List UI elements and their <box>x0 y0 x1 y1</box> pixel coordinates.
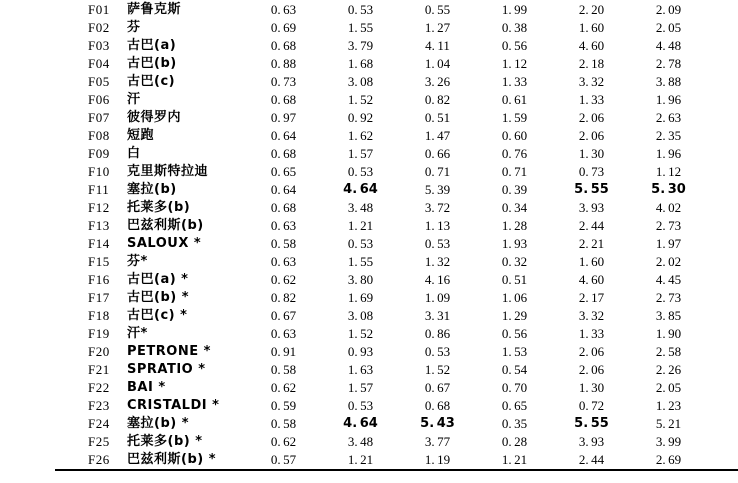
table-row <box>55 37 738 55</box>
sample-name: 托莱多(b) <box>127 200 191 215</box>
value-cell: 3. 79 <box>347 38 374 53</box>
value-cell: 2. 06 <box>578 110 605 125</box>
sample-name: 托莱多(b) * <box>127 434 203 449</box>
value-cell: 1. 60 <box>578 254 605 269</box>
row-id: F22 <box>88 380 110 395</box>
row-spacer <box>707 217 738 235</box>
value-cell: 1. 60 <box>578 20 605 35</box>
value-cell: 5. 55 <box>574 182 609 197</box>
table-row <box>55 253 738 271</box>
value-cell: 2. 05 <box>655 20 682 35</box>
value-cell: 1. 32 <box>424 254 451 269</box>
row-id: F17 <box>88 290 110 305</box>
value-cell: 0. 66 <box>424 146 451 161</box>
value-cell: 1. 47 <box>424 128 451 143</box>
value-cell: 0. 73 <box>270 74 297 89</box>
value-cell: 0. 53 <box>347 398 374 413</box>
value-cell: 2. 09 <box>655 2 682 17</box>
value-cell: 0. 35 <box>501 416 528 431</box>
value-cell: 2. 17 <box>578 290 605 305</box>
table-row <box>55 433 738 451</box>
value-cell: 2. 73 <box>655 218 682 233</box>
value-cell: 0. 65 <box>501 398 528 413</box>
value-cell: 3. 32 <box>578 74 605 89</box>
value-cell: 2. 44 <box>578 452 605 467</box>
row-spacer <box>707 199 738 217</box>
value-cell: 0. 63 <box>270 2 297 17</box>
row-spacer <box>707 271 738 289</box>
value-cell: 0. 70 <box>501 380 528 395</box>
table-row <box>55 19 738 37</box>
table-row <box>55 379 738 397</box>
row-id: F25 <box>88 434 110 449</box>
value-cell: 1. 52 <box>347 92 374 107</box>
value-cell: 0. 63 <box>270 254 297 269</box>
value-cell: 1. 93 <box>501 236 528 251</box>
value-cell: 0. 53 <box>424 344 451 359</box>
value-cell: 3. 48 <box>347 200 374 215</box>
sample-name: 短跑 <box>127 128 155 143</box>
row-id: F20 <box>88 344 110 359</box>
value-cell: 3. 08 <box>347 74 374 89</box>
sample-name: 塞拉(b) <box>127 182 177 197</box>
row-id: F10 <box>88 164 110 179</box>
value-cell: 3. 93 <box>578 200 605 215</box>
sample-name: 汗 <box>127 92 141 107</box>
value-cell: 5. 21 <box>655 416 682 431</box>
sample-name: 巴兹利斯(b) <box>127 218 204 233</box>
value-cell: 1. 55 <box>347 254 374 269</box>
row-id: F13 <box>88 218 110 233</box>
value-cell: 3. 85 <box>655 308 682 323</box>
value-cell: 0. 65 <box>270 164 297 179</box>
row-id: F23 <box>88 398 110 413</box>
sample-name: 古巴(c) <box>127 74 176 89</box>
row-id: F06 <box>88 92 110 107</box>
row-id: F19 <box>88 326 110 341</box>
value-cell: 0. 39 <box>501 182 528 197</box>
value-cell: 3. 26 <box>424 74 451 89</box>
value-cell: 0. 68 <box>270 146 297 161</box>
value-cell: 0. 62 <box>270 380 297 395</box>
row-spacer <box>707 181 738 199</box>
sample-name: SALOUX * <box>127 236 202 251</box>
value-cell: 2. 02 <box>655 254 682 269</box>
row-spacer <box>707 451 738 470</box>
data-table <box>55 1 738 471</box>
value-cell: 0. 76 <box>501 146 528 161</box>
value-cell: 3. 93 <box>578 434 605 449</box>
value-cell: 1. 30 <box>578 146 605 161</box>
table-row <box>55 307 738 325</box>
value-cell: 2. 73 <box>655 290 682 305</box>
value-cell: 2. 21 <box>578 236 605 251</box>
value-cell: 1. 30 <box>578 380 605 395</box>
value-cell: 2. 18 <box>578 56 605 71</box>
sample-name: PETRONE * <box>127 344 211 359</box>
sample-name: 古巴(a) * <box>127 272 189 287</box>
value-cell: 0. 62 <box>270 434 297 449</box>
table-row <box>55 361 738 379</box>
table-row <box>55 343 738 361</box>
value-cell: 0. 57 <box>270 452 297 467</box>
row-spacer <box>707 127 738 145</box>
table-row <box>55 397 738 415</box>
row-id: F01 <box>88 2 110 17</box>
row-id: F02 <box>88 20 110 35</box>
table-row <box>55 1 738 19</box>
sample-name: 巴兹利斯(b) * <box>127 452 217 467</box>
value-cell: 0. 97 <box>270 110 297 125</box>
value-cell: 1. 55 <box>347 20 374 35</box>
row-spacer <box>707 55 738 73</box>
row-spacer <box>707 397 738 415</box>
value-cell: 2. 78 <box>655 56 682 71</box>
value-cell: 3. 72 <box>424 200 451 215</box>
value-cell: 0. 51 <box>501 272 528 287</box>
sample-name: SPRATIO * <box>127 362 206 377</box>
value-cell: 1. 97 <box>655 236 682 251</box>
sample-name: 萨鲁克斯 <box>127 2 182 17</box>
value-cell: 0. 61 <box>501 92 528 107</box>
value-cell: 1. 29 <box>501 308 528 323</box>
value-cell: 5. 55 <box>574 416 609 431</box>
value-cell: 1. 12 <box>655 164 682 179</box>
value-cell: 0. 53 <box>347 164 374 179</box>
row-spacer <box>707 145 738 163</box>
value-cell: 3. 31 <box>424 308 451 323</box>
row-spacer <box>707 235 738 253</box>
value-cell: 0. 28 <box>501 434 528 449</box>
value-cell: 0. 68 <box>270 92 297 107</box>
value-cell: 0. 68 <box>270 200 297 215</box>
value-cell: 1. 04 <box>424 56 451 71</box>
value-cell: 0. 63 <box>270 326 297 341</box>
sample-name: 克里斯特拉迪 <box>127 164 209 179</box>
sample-name: 汗* <box>127 326 148 341</box>
value-cell: 2. 44 <box>578 218 605 233</box>
row-spacer <box>707 1 738 19</box>
value-cell: 1. 33 <box>501 74 528 89</box>
value-cell: 0. 38 <box>501 20 528 35</box>
value-cell: 1. 28 <box>501 218 528 233</box>
row-spacer <box>707 163 738 181</box>
row-spacer <box>707 415 738 433</box>
value-cell: 0. 58 <box>270 416 297 431</box>
value-cell: 0. 34 <box>501 200 528 215</box>
value-cell: 1. 57 <box>347 380 374 395</box>
value-cell: 0. 93 <box>347 344 374 359</box>
value-cell: 4. 45 <box>655 272 682 287</box>
row-spacer <box>707 73 738 91</box>
table-body <box>55 1 738 470</box>
value-cell: 1. 21 <box>347 452 374 467</box>
table-row <box>55 73 738 91</box>
value-cell: 0. 56 <box>501 326 528 341</box>
row-id: F08 <box>88 128 110 143</box>
table-row <box>55 163 738 181</box>
value-cell: 0. 73 <box>578 164 605 179</box>
value-cell: 1. 53 <box>501 344 528 359</box>
value-cell: 5. 43 <box>420 416 455 431</box>
value-cell: 2. 20 <box>578 2 605 17</box>
row-id: F12 <box>88 200 110 215</box>
table-row <box>55 271 738 289</box>
value-cell: 0. 32 <box>501 254 528 269</box>
value-cell: 3. 32 <box>578 308 605 323</box>
row-spacer <box>707 343 738 361</box>
value-cell: 0. 54 <box>501 362 528 377</box>
value-cell: 2. 35 <box>655 128 682 143</box>
row-spacer <box>707 91 738 109</box>
row-id: F03 <box>88 38 110 53</box>
table-row <box>55 217 738 235</box>
value-cell: 5. 30 <box>651 182 686 197</box>
value-cell: 1. 96 <box>655 146 682 161</box>
value-cell: 1. 12 <box>501 56 528 71</box>
value-cell: 2. 69 <box>655 452 682 467</box>
table-row <box>55 199 738 217</box>
table-row <box>55 145 738 163</box>
value-cell: 0. 72 <box>578 398 605 413</box>
row-id: F04 <box>88 56 110 71</box>
value-cell: 1. 68 <box>347 56 374 71</box>
value-cell: 2. 26 <box>655 362 682 377</box>
value-cell: 3. 99 <box>655 434 682 449</box>
value-cell: 1. 69 <box>347 290 374 305</box>
value-cell: 0. 51 <box>424 110 451 125</box>
value-cell: 0. 68 <box>270 38 297 53</box>
sample-name: BAI * <box>127 380 166 395</box>
value-cell: 3. 08 <box>347 308 374 323</box>
row-spacer <box>707 361 738 379</box>
sample-name: 彼得罗内 <box>127 110 182 125</box>
value-cell: 1. 99 <box>501 2 528 17</box>
row-id: F16 <box>88 272 110 287</box>
value-cell: 0. 58 <box>270 362 297 377</box>
sample-name: 芬* <box>127 254 148 269</box>
row-id: F26 <box>88 452 110 467</box>
value-cell: 5. 39 <box>424 182 451 197</box>
value-cell: 3. 77 <box>424 434 451 449</box>
value-cell: 0. 56 <box>501 38 528 53</box>
value-cell: 1. 21 <box>347 218 374 233</box>
value-cell: 2. 06 <box>578 128 605 143</box>
row-spacer <box>707 379 738 397</box>
table-row <box>55 451 738 470</box>
sample-name: 芬 <box>127 20 141 35</box>
value-cell: 1. 06 <box>501 290 528 305</box>
value-cell: 0. 69 <box>270 20 297 35</box>
row-id: F14 <box>88 236 110 251</box>
table-row <box>55 55 738 73</box>
value-cell: 0. 53 <box>347 2 374 17</box>
value-cell: 1. 96 <box>655 92 682 107</box>
value-cell: 1. 52 <box>347 326 374 341</box>
row-id: F11 <box>88 182 110 197</box>
row-id: F21 <box>88 362 110 377</box>
value-cell: 1. 27 <box>424 20 451 35</box>
value-cell: 3. 48 <box>347 434 374 449</box>
value-cell: 0. 88 <box>270 56 297 71</box>
table-row <box>55 181 738 199</box>
row-id: F18 <box>88 308 110 323</box>
row-id: F15 <box>88 254 110 269</box>
value-cell: 2. 63 <box>655 110 682 125</box>
table-row <box>55 91 738 109</box>
value-cell: 2. 05 <box>655 380 682 395</box>
value-cell: 1. 33 <box>578 92 605 107</box>
value-cell: 0. 53 <box>347 236 374 251</box>
value-cell: 0. 64 <box>270 128 297 143</box>
table-row <box>55 109 738 127</box>
value-cell: 2. 58 <box>655 344 682 359</box>
value-cell: 4. 60 <box>578 38 605 53</box>
row-spacer <box>707 109 738 127</box>
value-cell: 0. 59 <box>270 398 297 413</box>
value-cell: 1. 19 <box>424 452 451 467</box>
value-cell: 0. 58 <box>270 236 297 251</box>
row-id: F07 <box>88 110 110 125</box>
table-row <box>55 127 738 145</box>
value-cell: 1. 52 <box>424 362 451 377</box>
value-cell: 0. 82 <box>424 92 451 107</box>
value-cell: 4. 64 <box>343 416 378 431</box>
row-spacer <box>707 433 738 451</box>
table-row <box>55 325 738 343</box>
table-row <box>55 289 738 307</box>
value-cell: 0. 92 <box>347 110 374 125</box>
row-spacer <box>707 253 738 271</box>
row-spacer <box>707 289 738 307</box>
value-cell: 1. 13 <box>424 218 451 233</box>
value-cell: 1. 23 <box>655 398 682 413</box>
sample-name: 白 <box>127 146 141 161</box>
value-cell: 0. 67 <box>270 308 297 323</box>
value-cell: 4. 02 <box>655 200 682 215</box>
row-id: F24 <box>88 416 110 431</box>
row-spacer <box>707 37 738 55</box>
value-cell: 3. 80 <box>347 272 374 287</box>
value-cell: 0. 62 <box>270 272 297 287</box>
sample-name: 塞拉(b) * <box>127 416 190 431</box>
sample-name: 古巴(c) * <box>127 308 188 323</box>
value-cell: 0. 86 <box>424 326 451 341</box>
value-cell: 1. 33 <box>578 326 605 341</box>
value-cell: 0. 82 <box>270 290 297 305</box>
value-cell: 1. 09 <box>424 290 451 305</box>
value-cell: 0. 71 <box>424 164 451 179</box>
value-cell: 2. 06 <box>578 344 605 359</box>
row-spacer <box>707 19 738 37</box>
value-cell: 4. 11 <box>425 38 450 53</box>
value-cell: 2. 06 <box>578 362 605 377</box>
value-cell: 4. 64 <box>343 182 378 197</box>
value-cell: 1. 57 <box>347 146 374 161</box>
value-cell: 0. 71 <box>501 164 528 179</box>
value-cell: 0. 63 <box>270 218 297 233</box>
sample-name: CRISTALDI * <box>127 398 220 413</box>
value-cell: 0. 55 <box>424 2 451 17</box>
value-cell: 1. 63 <box>347 362 374 377</box>
table-row <box>55 235 738 253</box>
row-spacer <box>707 307 738 325</box>
value-cell: 0. 64 <box>270 182 297 197</box>
value-cell: 4. 48 <box>655 38 682 53</box>
value-cell: 1. 62 <box>347 128 374 143</box>
value-cell: 3. 88 <box>655 74 682 89</box>
value-cell: 1. 21 <box>501 452 528 467</box>
sample-name: 古巴(a) <box>127 38 177 53</box>
row-id: F05 <box>88 74 110 89</box>
row-id: F09 <box>88 146 110 161</box>
value-cell: 0. 60 <box>501 128 528 143</box>
sample-name: 古巴(b) <box>127 56 177 71</box>
row-spacer <box>707 325 738 343</box>
value-cell: 0. 91 <box>270 344 297 359</box>
value-cell: 0. 53 <box>424 236 451 251</box>
value-cell: 4. 16 <box>424 272 451 287</box>
table-row <box>55 415 738 433</box>
value-cell: 4. 60 <box>578 272 605 287</box>
value-cell: 0. 67 <box>424 380 451 395</box>
page <box>0 1 738 483</box>
value-cell: 1. 59 <box>501 110 528 125</box>
sample-name: 古巴(b) * <box>127 290 190 305</box>
value-cell: 1. 90 <box>655 326 682 341</box>
value-cell: 0. 68 <box>424 398 451 413</box>
